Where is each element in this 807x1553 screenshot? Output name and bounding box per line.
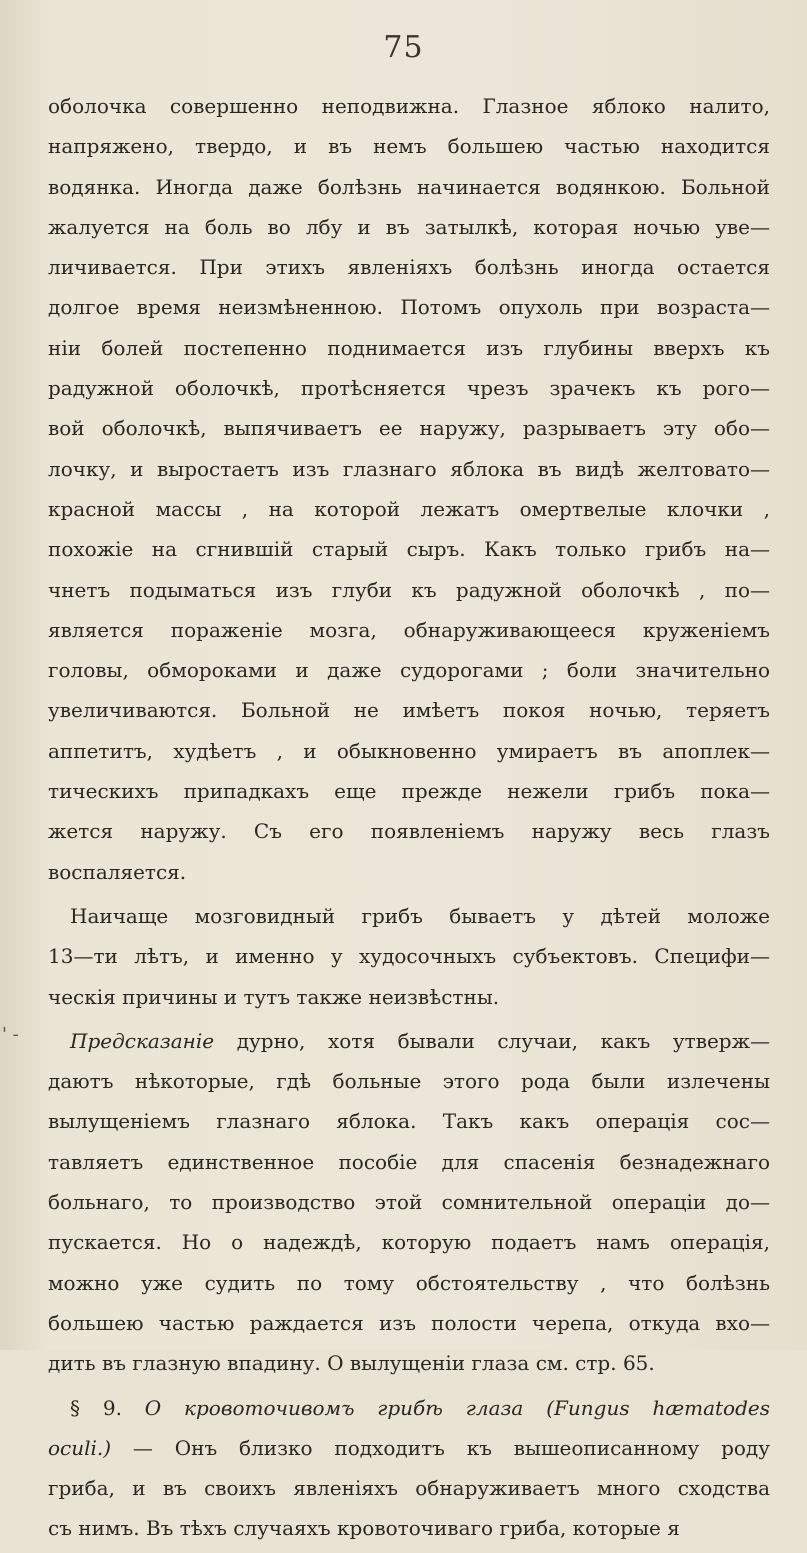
- paragraph-incidence: [48, 896, 770, 1021]
- text-line: [48, 1263, 770, 1303]
- line-text: дить въ глазную впадину. О вылущеніи глаза см. стр. 65.: [48, 1351, 655, 1376]
- text-line: [48, 408, 770, 448]
- line-text: вылущеніемъ глазнаго яблока. Такъ какъ операція сос—: [48, 1109, 770, 1134]
- paragraph-prognosis: [48, 1021, 770, 1388]
- line-text: водянка. Иногда даже болѣзнь начинается водянкою. Больной: [48, 174, 770, 199]
- line-text: увеличиваются. Больной не имѣетъ покоя ночью, теряетъ: [48, 698, 770, 723]
- line-text: напряжено, твердо, и въ немъ большею частью находится: [48, 134, 770, 159]
- line-text: лочку, и выростаетъ изъ глазнаго яблока въ видѣ желтовато—: [48, 456, 770, 481]
- section-title: О кровоточивомъ грибѣ глаза: [121, 1395, 547, 1420]
- line-text: большею частью раждается изъ полости черепа, откуда вхо—: [48, 1310, 770, 1335]
- line-text: жалуется на боль во лбу и въ затылкѣ, которая ночью уве—: [48, 214, 770, 239]
- line-text: можно уже судить по тому обстоятельству , что болѣзнь: [48, 1270, 770, 1295]
- text-line: [48, 126, 770, 166]
- text-line: [48, 1021, 770, 1061]
- text-line: [48, 449, 770, 489]
- line-text: пускается. Но о надеждѣ, которую подаетъ намъ операція,: [48, 1230, 770, 1255]
- text-line: [48, 287, 770, 327]
- line-text: красной массы , на которой лежатъ омертвелые клочки ,: [48, 496, 770, 521]
- line-text: ніи болей постепенно поднимается изъ глубины вверхъ къ: [48, 335, 770, 360]
- latin-title: (Fungus hæmatodes: [546, 1395, 770, 1420]
- line-text: чнетъ подыматься изъ глуби къ радужной оболочкѣ , по—: [48, 577, 770, 602]
- text-line: [48, 529, 770, 569]
- italic-lead: Предсказаніе: [70, 1028, 215, 1053]
- paragraph-symptoms: [48, 86, 770, 896]
- line-text: Наичаще мозговидный грибъ бываетъ у дѣтей моложе: [70, 903, 770, 928]
- line-text: — Онъ близко подходитъ къ вышеописанному роду: [111, 1435, 770, 1460]
- text-line: [48, 1468, 770, 1508]
- line-text: больнаго, то производство этой сомнительной операціи до—: [48, 1190, 770, 1215]
- text-line: [48, 896, 770, 936]
- line-text: тическихъ припадкахъ еще прежде нежели грибъ пока—: [48, 779, 770, 804]
- text-line: [48, 852, 770, 892]
- body-text: [48, 86, 770, 1553]
- text-line: [48, 1508, 770, 1548]
- line-text: гриба, и въ своихъ явленіяхъ обнаруживаетъ много сходства: [48, 1476, 770, 1501]
- text-line: [48, 328, 770, 368]
- line-text: воспаляется.: [48, 859, 187, 884]
- line-text: даютъ нѣкоторые, гдѣ больные этого рода были излечены: [48, 1069, 770, 1094]
- text-line: [48, 1142, 770, 1182]
- line-text: ческія причины и тутъ также неизвѣстны.: [48, 984, 500, 1009]
- line-text: тавляетъ единственное пособіе для спасенія безнадежнаго: [48, 1149, 770, 1174]
- line-text: жется наружу. Съ его появленіемъ наружу весь глазъ: [48, 819, 770, 844]
- text-line: [48, 86, 770, 126]
- text-line: [48, 690, 770, 730]
- line-text: оболочка совершенно неподвижна. Глазное яблоко налито,: [48, 94, 770, 118]
- text-line: [48, 1343, 770, 1383]
- text-line: [48, 1222, 770, 1262]
- text-line: [48, 771, 770, 811]
- text-line: [48, 1101, 770, 1141]
- line-text: радужной оболочкѣ, протѣсняется чрезъ зрачекъ къ рого—: [48, 376, 770, 401]
- margin-mark: ' -: [2, 1024, 19, 1045]
- section-mark: § 9.: [70, 1395, 122, 1420]
- text-line: [48, 977, 770, 1017]
- line-text: дурно, хотя бывали случаи, какъ утверж—: [214, 1028, 770, 1053]
- page-number: 75: [383, 30, 424, 65]
- text-line: [48, 1428, 770, 1468]
- text-line: [48, 167, 770, 207]
- text-line: [48, 207, 770, 247]
- text-line: [48, 731, 770, 771]
- section-heading-line: [48, 1388, 770, 1428]
- line-text: 13—ти лѣтъ, и именно у худосочныхъ субъектовъ. Специфи—: [48, 944, 770, 969]
- text-line: [48, 1061, 770, 1101]
- text-line: [48, 1182, 770, 1222]
- text-line: [48, 1303, 770, 1343]
- text-line: [48, 936, 770, 976]
- text-line: [48, 570, 770, 610]
- paragraph-gap: [48, 1549, 770, 1553]
- line-text: является пораженіе мозга, обнаруживающееся круженіемъ: [48, 617, 770, 642]
- text-line: [48, 247, 770, 287]
- line-text: вой оболочкѣ, выпячиваетъ ее наружу, разрываетъ эту обо—: [48, 416, 770, 441]
- text-line: [48, 368, 770, 408]
- line-text: долгое время неизмѣненною. Потомъ опухоль при возраста—: [48, 295, 770, 320]
- line-text: личивается. При этихъ явленіяхъ болѣзнь иногда остается: [48, 255, 770, 280]
- line-text: похожіе на сгнившій старый сыръ. Какъ только грибъ на—: [48, 537, 770, 562]
- paragraph-section-9: [48, 1388, 770, 1553]
- text-line: [48, 610, 770, 650]
- text-line: [48, 650, 770, 690]
- text-line: [48, 489, 770, 529]
- line-text: съ нимъ. Въ тѣхъ случаяхъ кровоточиваго гриба, которые я: [48, 1516, 680, 1541]
- text-line: [48, 811, 770, 851]
- latin-title-end: oculi.): [48, 1435, 112, 1460]
- line-text: аппетитъ, худѣетъ , и обыкновенно умираетъ въ апоплек—: [48, 738, 770, 763]
- line-text: головы, обмороками и даже судорогами ; боли значительно: [48, 658, 770, 683]
